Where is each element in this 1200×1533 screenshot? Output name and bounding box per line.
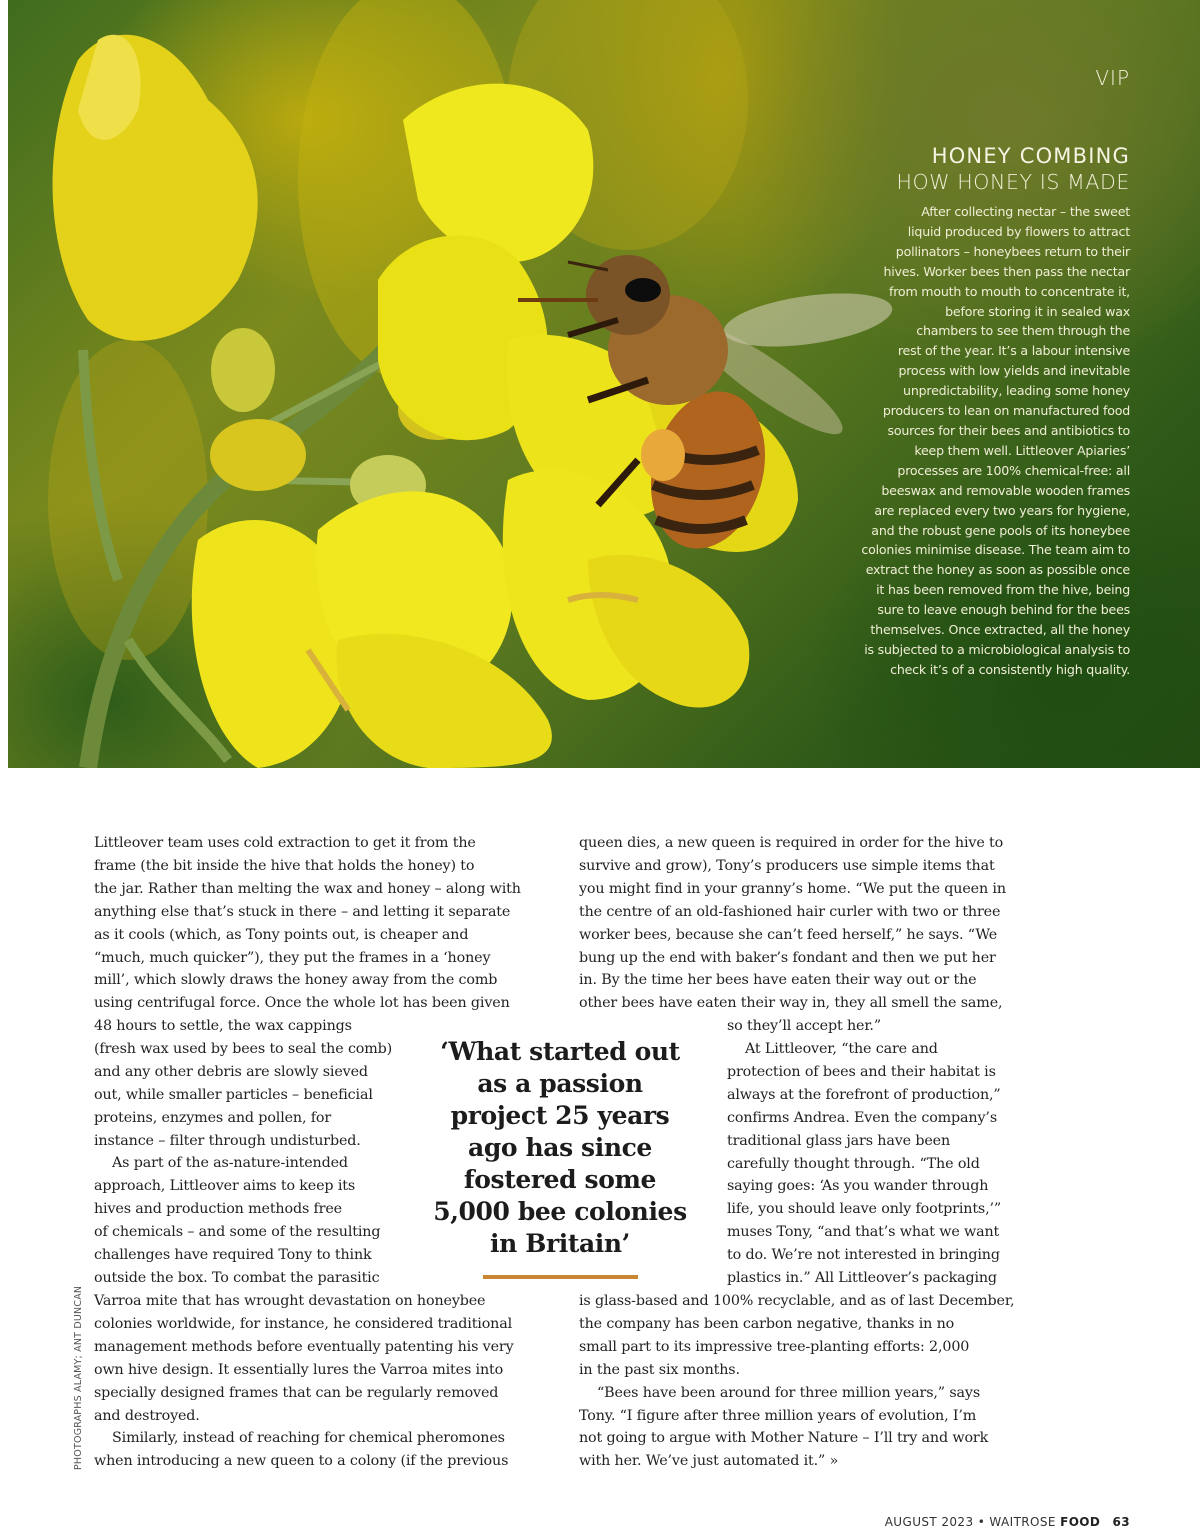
sidebar-title: HONEY COMBING	[931, 144, 1130, 168]
footer-date: AUGUST 2023	[884, 1515, 974, 1529]
right-column-narrow: At Littleover, “the care and protection of bees and their habitat is always at the forefront of production,” confirms Andrea. Even the company’s traditional glass jars have been carefully thought through. “The old saying goes: ‘As you wander through life, you should leave only footprints,’” muses Tony, “and that’s what we want to do. We’re not interested in bringing plastics in.” All Littleover’s packaging	[727, 1041, 1002, 1287]
footer-brand-food: FOOD	[1060, 1515, 1101, 1529]
sidebar-subtitle: HOW HONEY IS MADE	[896, 170, 1130, 194]
footer-separator: •	[977, 1515, 986, 1529]
right-column-bottom: is glass-based and 100% recyclable, and as of last December, the company has been carbon negative, thanks in no small part to its impressive tree-planting efforts: 2,000 in the past six months. “Bees have been around for three million years,” says Tony. “I figure after three million years of evolution, I’m not going to argue with Mother Nature – I’ll try and work with her. We’ve just automated it.” »	[579, 1293, 1015, 1470]
left-column-narrow: 48 hours to settle, the wax cappings (fresh wax used by bees to seal the comb) and any other debris are slowly sieved out, while smaller particles – beneficial proteins, enzymes and pollen, for instance – filter through undisturbed. As part of the as-nature-intended approach, Littleover aims to keep its hives and production methods free of chemicals – and some of the resulting challenges have required Tony to think outside the box. To combat the parasitic	[94, 1018, 393, 1286]
footer-brand: WAITROSE	[989, 1515, 1056, 1529]
left-column-bottom: Varroa mite that has wrought devastation on honeybee colonies worldwide, for instance, he considered traditional management methods before eventually patenting his very own hive design. It essentially lures the Varroa mites into specially designed frames that can be regularly removed and destroyed. Similarly, instead of reaching for chemical pheromones when introducing a new queen to a colony (if the previous	[94, 1293, 514, 1470]
page-number: 63	[1112, 1515, 1130, 1529]
page-footer	[885, 1515, 1130, 1529]
pull-quote: ‘What started out as a passion project 25 years ago has since fostered some 5,000 bee colonies in Britain’	[433, 1037, 687, 1258]
left-column-top: Littleover team uses cold extraction to get it from the frame (the bit inside the hive that holds the honey) to the jar. Rather than melting the wax and honey – along with anything else that’s stuck in there – and letting it separate as it cools (which, as Tony points out, is cheaper and “much, much quicker”), they put the frames in a ‘honey mill’, which slowly draws the honey away from the comb using centrifugal force. Once the whole lot has been given	[94, 835, 521, 1012]
pull-quote-rule	[483, 1275, 638, 1279]
right-column-top: queen dies, a new queen is required in order for the hive to survive and grow), Tony’s producers use simple items that you might find in your granny’s home. “We put the queen in the centre of an old-fashioned hair curler with two or three worker bees, because she can’t feed herself,” he says. “We bung up the end with baker’s fondant and then we put her in. By the time her bees have eaten their way out or the other bees have eaten their way in, they all smell the same, so they’ll accept her.”	[579, 835, 1006, 1035]
hero-photo	[8, 0, 1200, 768]
sidebar-body: After collecting nectar – the sweet liquid produced by flowers to attract pollinators – honeybees return to their hives. Worker bees then pass the nectar from mouth to mouth to concentrate it, before storing it in sealed wax chambers to see them through the rest of the year. It’s a labour intensive process with low yields and inevitable unpredictability, leading some honey producers to lean on manufactured food sources for their bees and antibiotics to keep them well. Littleover Apiaries’ processes are 100% chemical-free: all beeswax and removable wooden frames are replaced every two years for hygiene, and the robust gene pools of its honeybee colonies minimise disease. The team aim to extract the honey as soon as possible once it has been removed from the hive, being sure to leave enough behind for the bees themselves. Once extracted, all the honey is subjected to a microbiological analysis to check it’s of a consistently high quality.	[861, 204, 1130, 677]
section-tag: VIP	[1095, 66, 1130, 90]
photo-credit: PHOTOGRAPHS ALAMY; ANT DUNCAN	[73, 1285, 84, 1470]
